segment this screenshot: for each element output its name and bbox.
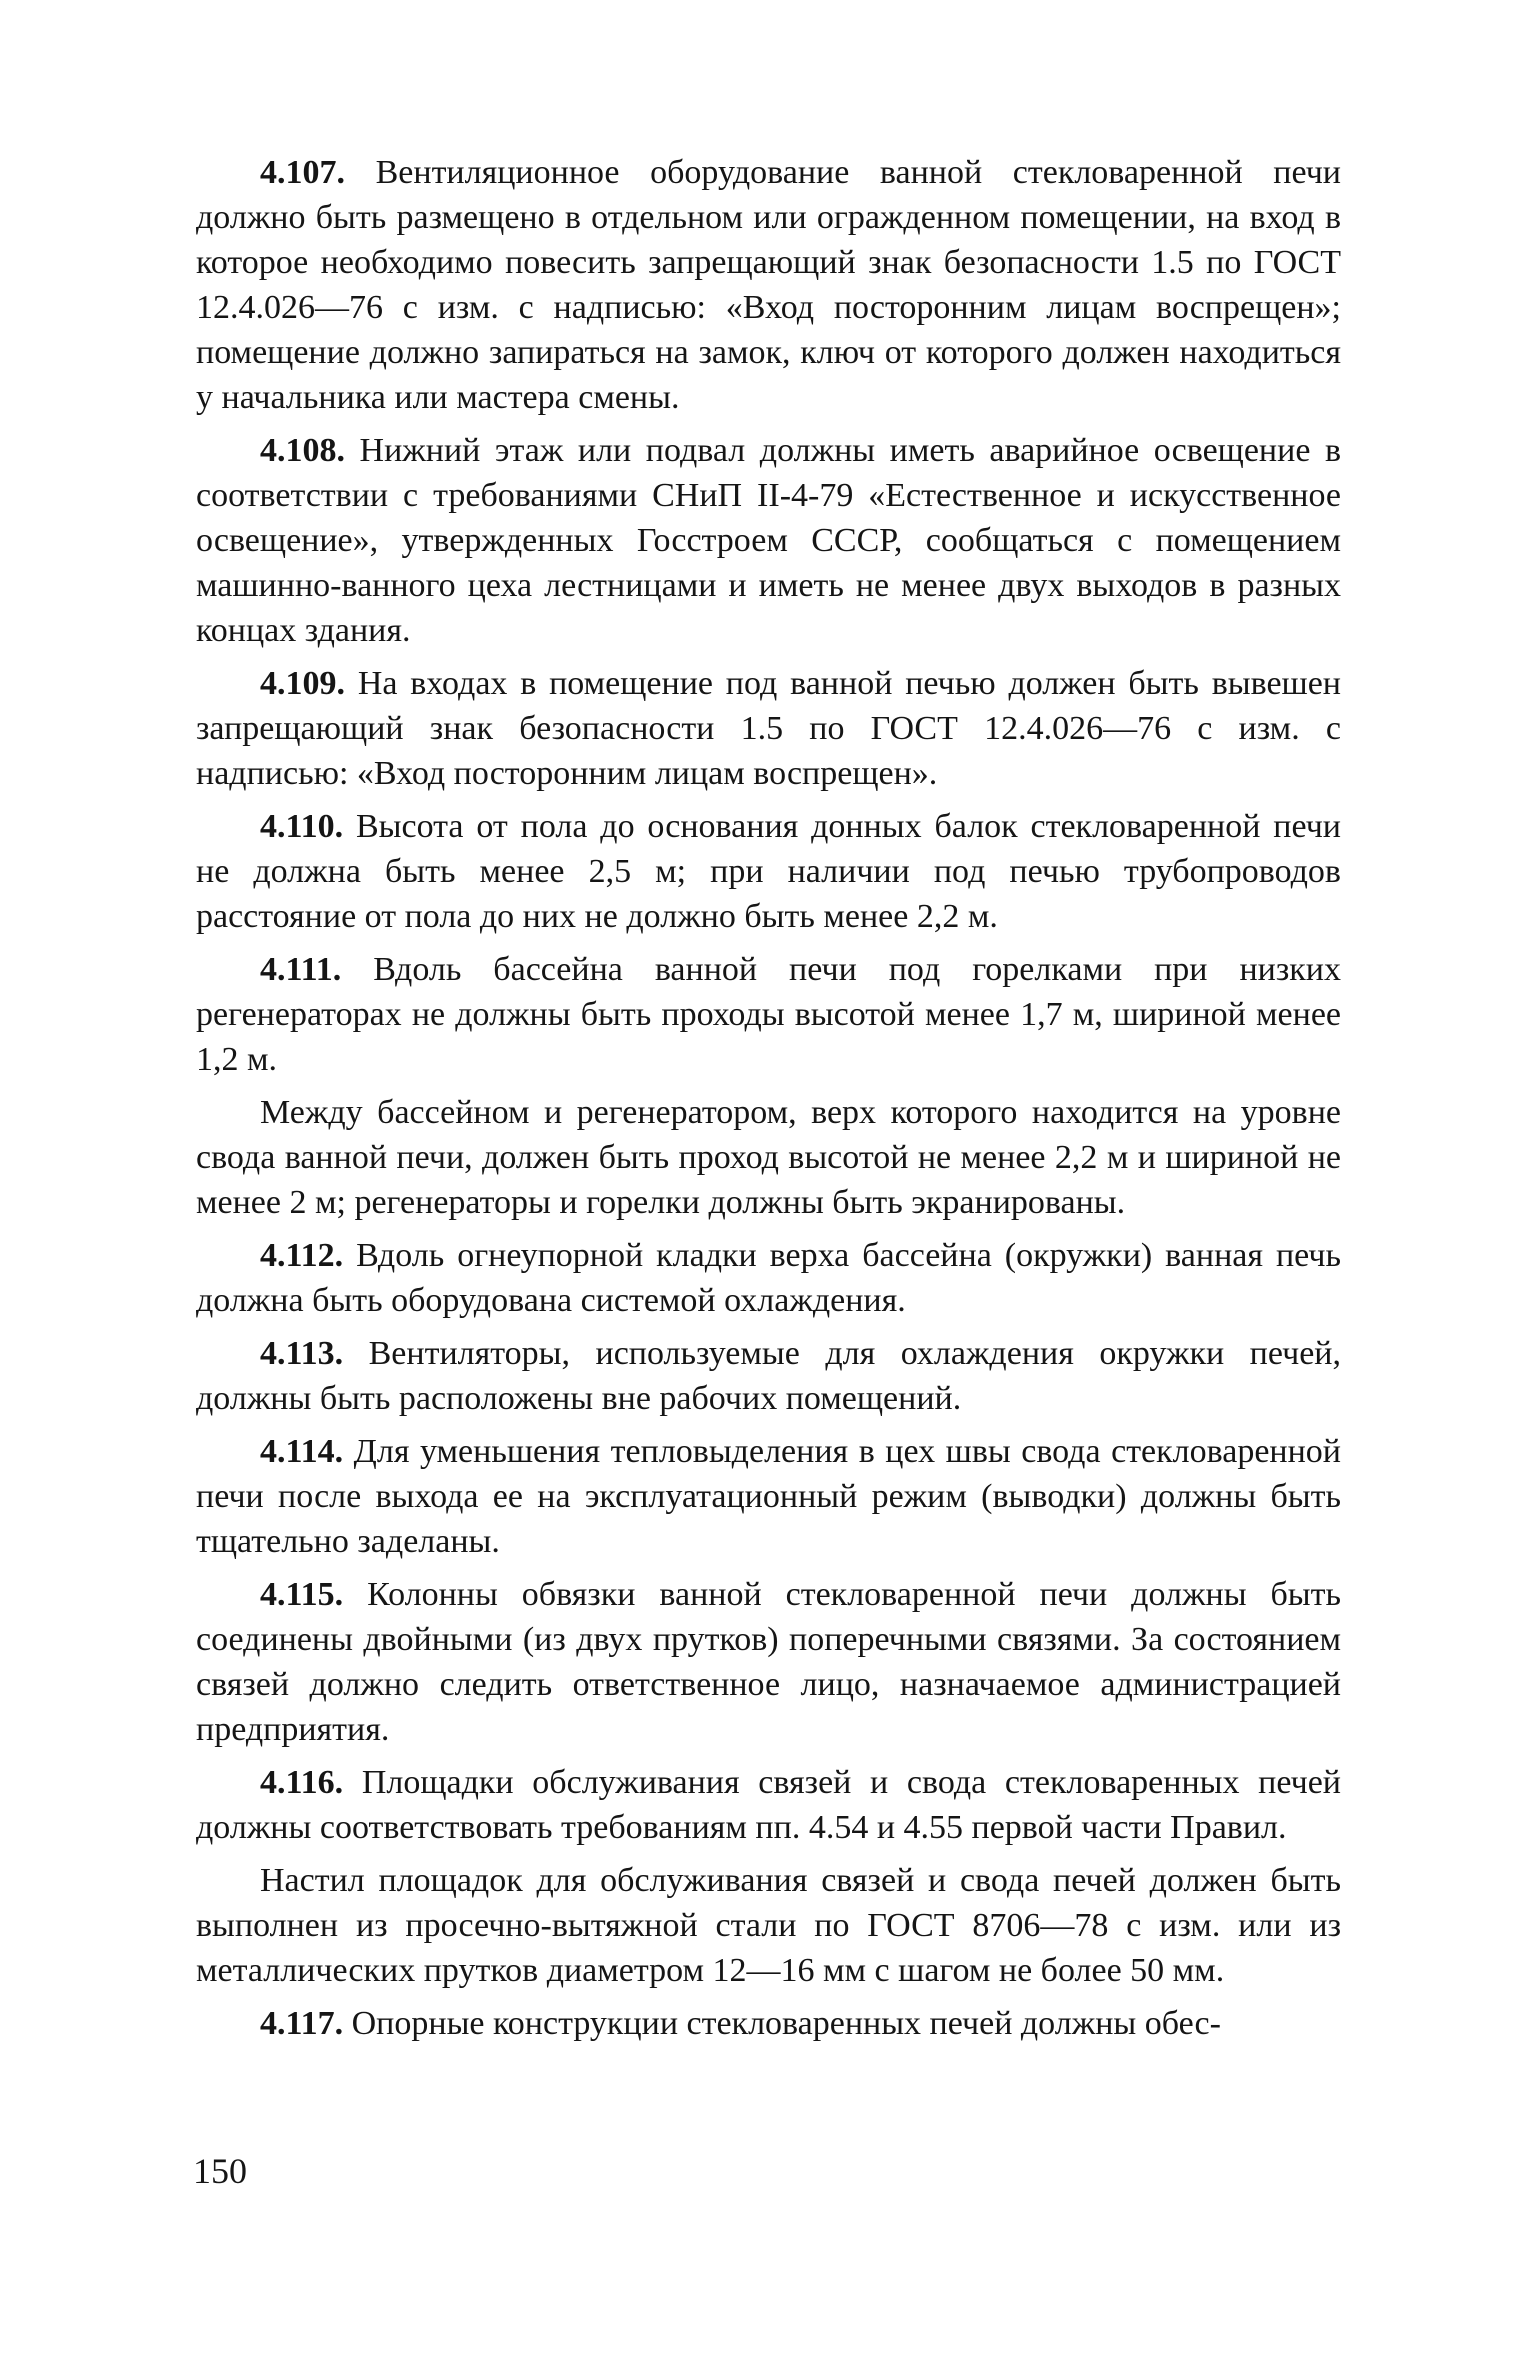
clause-text: Вентиляторы, используемые для охлаждения окружки печей, должны быть расположены вне рабочих помещений.: [196, 1335, 1341, 1417]
document-body: [196, 150, 1341, 2054]
clause-number: 4.116.: [260, 1764, 344, 1801]
clause-text: Нижний этаж или подвал должны иметь аварийное освещение в соответствии с требованиями СНиП II-4-79 «Естественное и искусственное освещение», утвержденных Госстроем СССР, сообщаться с помещением машинно-ванного цеха лестницами и иметь не менее двух выходов в разных концах здания.: [196, 432, 1342, 649]
paragraph-4-110: [196, 804, 1341, 939]
clause-number: 4.110.: [260, 808, 344, 845]
paragraph-4-108: [196, 428, 1341, 653]
paragraph-4-111: [196, 947, 1341, 1082]
clause-text: На входах в помещение под ванной печью должен быть вывешен запрещающий знак безопасности 1.5 по ГОСТ 12.4.026—76 с изм. с надписью: «Вход посторонним лицам воспрещен».: [196, 665, 1342, 792]
clause-text: Площадки обслуживания связей и свода стекловаренных печей должны соответствовать требованиям пп. 4.54 и 4.55 первой части Правил.: [196, 1764, 1341, 1846]
clause-text: Опорные конструкции стекловаренных печей должны обес-: [351, 2005, 1221, 2042]
clause-text: Вдоль огнеупорной кладки верха бассейна (окружки) ванная печь должна быть оборудована системой охлаждения.: [196, 1237, 1341, 1319]
clause-number: 4.117.: [260, 2005, 344, 2042]
clause-text: Настил площадок для обслуживания связей и свода печей должен быть выполнен из просечно-вытяжной стали по ГОСТ 8706—78 с изм. или из металлических прутков диаметром 12—16 мм с шагом не более 50 мм.: [196, 1862, 1341, 1989]
paragraph-4-117: [196, 2001, 1341, 2046]
paragraph-4-107: [196, 150, 1341, 420]
clause-number: 4.111.: [260, 951, 342, 988]
clause-number: 4.115.: [260, 1576, 344, 1613]
paragraph-4-116: [196, 1760, 1341, 1850]
paragraph-4-111-continued: [196, 1090, 1341, 1225]
clause-text: Для уменьшения тепловыделения в цех швы свода стекловаренной печи после выхода ее на эксплуатационный режим (выводки) должны быть тщательно заделаны.: [196, 1433, 1341, 1560]
clause-text: Высота от пола до основания донных балок стекловаренной печи не должна быть менее 2,5 м; при наличии под печью трубопроводов расстояние от пола до них не должно быть менее 2,2 м.: [196, 808, 1342, 935]
clause-number: 4.107.: [260, 154, 345, 191]
page-number: 150: [193, 2151, 247, 2191]
clause-number: 4.113.: [260, 1335, 344, 1372]
clause-text: Колонны обвязки ванной стекловаренной печи должны быть соединены двойными (из двух прутков) поперечными связями. За состоянием связей должно следить ответственное лицо, назначаемое администрацией предприятия.: [196, 1576, 1341, 1748]
paragraph-4-112: [196, 1233, 1341, 1323]
paragraph-4-109: [196, 661, 1341, 796]
paragraph-4-115: [196, 1572, 1341, 1752]
clause-text: Вдоль бассейна ванной печи под горелками при низких регенераторах не должны быть проходы высотой менее 1,7 м, шириной менее 1,2 м.: [196, 951, 1341, 1078]
clause-number: 4.112.: [260, 1237, 344, 1274]
clause-text: Между бассейном и регенератором, верх которого находится на уровне свода ванной печи, должен быть проход высотой не менее 2,2 м и шириной не менее 2 м; регенераторы и горелки должны быть экранированы.: [196, 1094, 1341, 1221]
clause-number: 4.109.: [260, 665, 345, 702]
clause-number: 4.114.: [260, 1433, 344, 1470]
paragraph-4-113: [196, 1331, 1341, 1421]
paragraph-4-114: [196, 1429, 1341, 1564]
paragraph-4-116-continued: [196, 1858, 1341, 1993]
clause-number: 4.108.: [260, 432, 345, 469]
clause-text: Вентиляционное оборудование ванной стекловаренной печи должно быть размещено в отдельном или огражденном помещении, на вход в которое необходимо повесить запрещающий знак безопасности 1.5 по ГОСТ 12.4.026—76 с изм. с надписью: «Вход посторонним лицам воспрещен»; помещение должно запираться на замок, ключ от которого должен находиться у начальника или мастера смены.: [196, 154, 1342, 416]
